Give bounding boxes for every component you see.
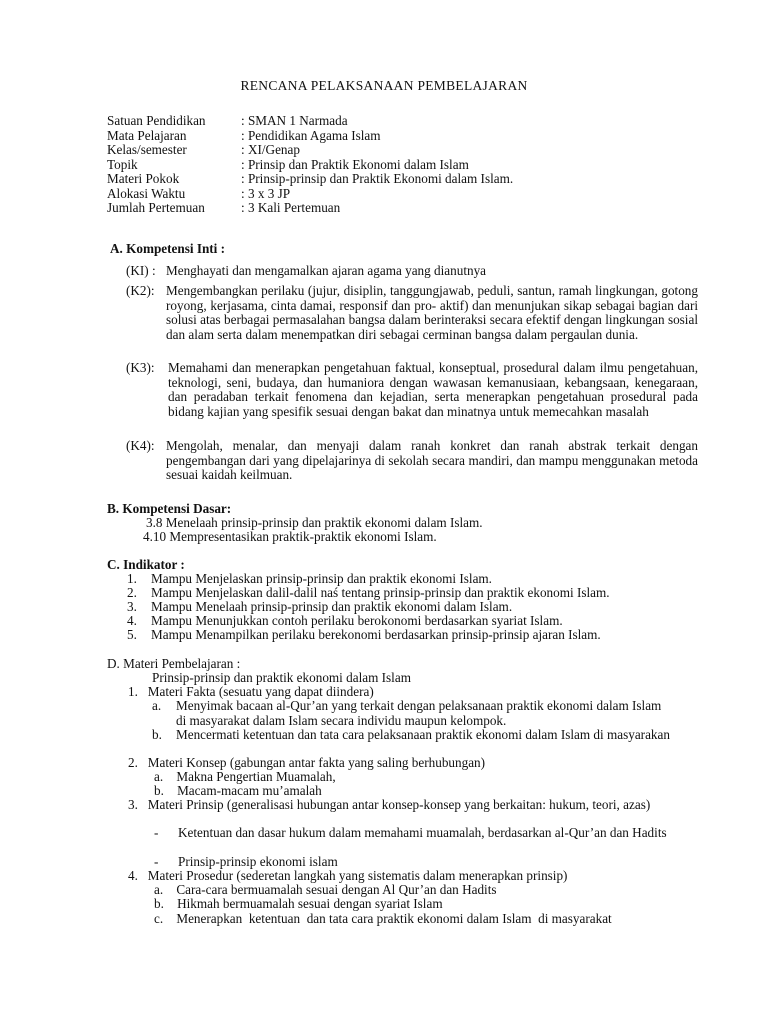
materi-fakta-b [152,728,672,743]
list-number: 1. [127,571,137,586]
info-key: Jumlah Pertemuan [107,200,205,215]
info-row [107,158,513,173]
list-item [127,586,610,600]
list-number: 4. [127,613,137,628]
ki-text: Memahami dan menerapkan pengetahuan faktual, konseptual, prosedural dalam ilmu pengetahuan, teknologi, seni, budaya, dan humaniora dengan wawasan kemanusiaan, kebangsaan, kenegaraan, dan peradaban terkait fenomena dan kejadian, serta menerapkan pengetahuan prosedural pada bidang kajian yang spesifik sesuai dengan bakat dan minatnya untuk memecahkan masalah [168,360,698,419]
materi-prinsip-a [154,826,694,841]
materi-prosedur-c: c. Menerapkan ketentuan dan tata cara praktik ekonomi dalam Islam di masyarakat [154,911,612,926]
list-number: 3. [127,599,137,614]
section-b-heading: B. Kompetensi Dasar: [107,501,232,516]
info-key: Alokasi Waktu [107,185,186,201]
sub-text: Ketentuan dan dasar hukum dalam memahami muamalah, berdasarkan al-Qur’an dan Hadits [178,825,667,840]
materi-konsep: 2. Materi Konsep (gabungan antar fakta yang saling berhubungan) [128,755,486,770]
ki-text: Mengembangkan perilaku (jujur, disiplin, tanggungjawab, peduli, santun, ramah lingkungan, gotong royong, kerjasama, cinta damai, responsif dan pro- aktif) dan menunjukan sikap sebagai bagian dari solusi atas berbagai permasalahan bangsa dalam berinteraksi secara efektif dengan lingkungan sosial dan alam serta dalam menempatkan diri sebagai cerminan bangsa dalam pergaulan dunia. [166,283,698,342]
info-row [107,114,513,129]
materi-intro: Prinsip-prinsip dan praktik ekonomi dalam Islam [152,670,411,685]
ki-text: Mengolah, menalar, dan menyaji dalam ranah konkret dan ranah abstrak terkait dengan pengembangan dari yang dipelajarinya di sekolah secara mandiri, dan mampu menggunakan metoda sesuai kaidah keilmuan. [166,438,698,482]
info-row [107,129,513,144]
sub-mark: b. [152,727,162,742]
info-value: : 3 Kali Pertemuan [241,200,341,215]
ki-text: Menghayati dan mengamalkan ajaran agama yang dianutnya [166,263,487,278]
sub-text: Prinsip-prinsip ekonomi islam [178,854,338,869]
materi-fakta: 1. Materi Fakta (sesuatu yang dapat diindera) [128,684,374,699]
section-d-heading: D. Materi Pembelajaran : [107,656,241,671]
ki-2 [126,284,698,342]
info-value: : Pendidikan Agama Islam [241,127,381,143]
sub-text: Menyimak bacaan al-Qur’an yang terkait dengan pelaksanaan praktik ekonomi dalam Islam di masyarakat dalam Islam secara individu maupun kelompok. [176,698,662,728]
info-value: : Prinsip-prinsip dan Praktik Ekonomi dalam Islam. [241,171,514,186]
info-key: Materi Pokok [107,171,180,186]
list-text: Mampu Menjelaskan dalil-dalil naś tentang prinsip-prinsip dan praktik ekonomi Islam. [151,585,610,600]
materi-prosedur: 4. Materi Prosedur (sederetan langkah yang sistematis dalam menerapkan prinsip) [128,868,568,883]
sub-mark: - [154,854,159,869]
info-row [107,172,513,187]
materi-konsep-a: a. Makna Pengertian Muamalah, [154,769,336,784]
ki-3 [126,361,698,419]
info-key: Mata Pelajaran [107,127,187,143]
materi-prosedur-a: a. Cara-cara bermuamalah sesuai dengan Al Qur’an dan Hadits [154,882,497,897]
info-value: : 3 x 3 JP [241,185,291,201]
info-value: : Prinsip dan Praktik Ekonomi dalam Islam [241,156,469,172]
sub-text: Mencermati ketentuan dan tata cara pelaksanaan praktik ekonomi dalam Islam di masyarakan [176,727,670,742]
list-text: Mampu Menjelaskan prinsip-prinsip dan praktik ekonomi Islam. [151,571,492,586]
list-item [127,628,610,642]
ki-row [126,439,698,483]
info-key: Kelas/semester [107,142,187,157]
info-row [107,143,513,158]
ki-code: (K3): [126,360,155,375]
info-key: Satuan Pendidikan [107,113,206,128]
section-c-heading: C. Indikator : [107,557,185,572]
list-number: 5. [127,627,137,642]
sub-item [152,699,672,728]
list-item [127,614,610,628]
info-value: : SMAN 1 Narmada [241,113,348,128]
materi-prosedur-b: b. Hikmah bermuamalah sesuai dengan syariat Islam [154,896,443,911]
info-key: Topik [107,156,138,172]
kd-item: 4.10 Mempresentasikan praktik-praktik ekonomi Islam. [143,529,437,544]
list-item [127,600,610,614]
document-title: RENCANA PELAKSANAAN PEMBELAJARAN [240,78,528,93]
section-a-heading: A. Kompetensi Inti : [110,241,226,256]
ki-row [126,284,698,342]
materi-konsep-b: b. Macam-macam mu’amalah [154,783,322,798]
ki-row [126,361,698,419]
sub-mark: a. [152,698,162,713]
ki-row [126,264,698,279]
info-table [107,114,513,216]
sub-item [152,728,672,743]
materi-fakta-a [152,699,672,728]
ki-code: (K4): [126,438,155,453]
ki-1 [126,264,698,279]
info-value: : XI/Genap [241,142,300,157]
ki-4 [126,439,698,483]
ki-code: (K2): [126,283,155,298]
sub-item [154,826,694,841]
list-text: Mampu Menelaah prinsip-prinsip dan praktik ekonomi dalam Islam. [151,599,513,614]
kd-item: 3.8 Menelaah prinsip-prinsip dan praktik ekonomi dalam Islam. [146,515,483,530]
list-text: Mampu Menampilkan perilaku berekonomi berdasarkan prinsip-prinsip ajaran Islam. [151,627,601,642]
materi-prinsip: 3. Materi Prinsip (generalisasi hubungan antar konsep-konsep yang berkaitan: hukum, teori, azas) [128,797,651,812]
ki-code: (KI) : [126,263,156,278]
sub-mark: - [154,825,159,840]
list-number: 2. [127,585,137,600]
info-row [107,201,513,216]
list-text: Mampu Menunjukkan contoh perilaku berokonomi berdasarkan syariat Islam. [151,613,563,628]
list-item [127,572,610,586]
indicator-list [127,572,610,642]
info-row [107,187,513,202]
